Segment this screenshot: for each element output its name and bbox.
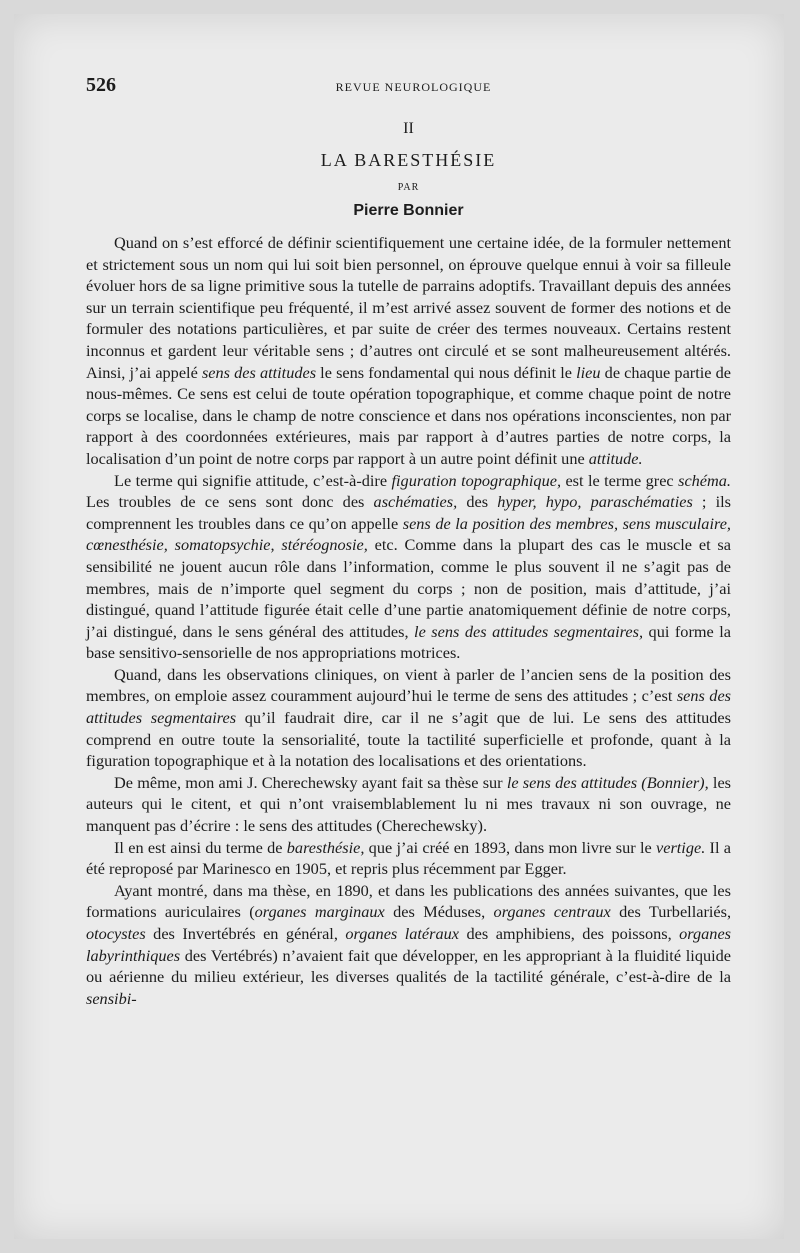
italic-text: lieu — [576, 362, 601, 382]
article-title: LA BARESTHÉSIE — [320, 150, 497, 170]
text-run: Il en est ainsi du terme de — [114, 837, 287, 857]
paragraph — [86, 470, 731, 664]
italic-text: sens des attitudes — [201, 362, 317, 382]
text-run: des — [457, 492, 498, 512]
text-run: des Invertébrés en général, — [145, 924, 346, 943]
text-run: est le terme grec — [561, 470, 679, 490]
running-title: REVUE NEUROLOGIQUE — [335, 80, 492, 94]
text-run: de chaque partie de nous-mêmes. Ce sens est celui de toute opération topographique, et comme chaque point de notre corps se localise, dans le champ de notre conscience et dans nos opérations inconscientes, non par rapport à des coordonnées extérieures, mais par rapport à d’autres parties de notre corps, la localisation d’un point de notre corps par rapport à un autre point définit une — [86, 362, 731, 468]
italic-text: figuration topographique, — [391, 470, 562, 490]
text-run: Ayant montré, dans ma thèse, en 1890, et dans les publications des années suivantes, que les formations auriculaires ( — [86, 880, 731, 922]
text-run: le sens fondamental qui nous définit le — [316, 362, 577, 382]
italic-text: organes centraux — [493, 902, 611, 922]
text-run: des Vertébrés) n’avaient fait que développer, en les appropriant à la fluidité liquide ou aérienne du milieu extérieur, les diverses qualités de la tactilité générale, c’est-à-dire de la — [86, 945, 731, 987]
text-run: De même, mon ami J. Cherechewsky ayant fait sa thèse sur — [114, 772, 507, 792]
scanned-page — [14, 14, 784, 1239]
section-number: II — [403, 120, 414, 137]
italic-text: vertige. — [656, 837, 706, 857]
text-run: Il a été reproposé par Marinesco en 1905, et repris plus récemment par Egger. — [86, 837, 731, 879]
page-number: 526 — [86, 74, 116, 96]
text-run: Quand, dans les observations cliniques, on vient à parler de l’ancien sens de la position des membres, on emploie assez couramment aujourd’hui le terme de sens des attitudes ; c’est — [86, 664, 731, 706]
text-run: qui forme la base sensitivo-sensorielle de nos appropriations motrices. — [86, 621, 732, 663]
paragraph — [86, 880, 731, 1010]
italic-text: organes labyrinthiques — [86, 924, 732, 965]
text-run: les auteurs qui le citent, et qui n’ont vraisemblablement lu ni mes travaux ni son ouvrage, ne manquent pas d’écrire : le sens des attitudes (Cherechewsky). — [86, 772, 732, 836]
text-run: etc. Comme dans la plupart des cas le muscle et sa sensibilité ne jouent aucun rôle dans l’information, comme le plus souvent il ne s’agit pas de membres, mais de n’importe quel segment du corps ; non de position, mais d’attitude, j’ai distingué, quand l’attitude figurée était celle d’une partie anatomiquement définie de notre corps, j’ai distingué, dans le sens général des attitudes, — [86, 535, 731, 641]
italic-text: le sens des attitudes segmentaires, — [414, 621, 644, 641]
italic-text: sensibi- — [86, 988, 137, 1008]
text-run: qu’il faudrait dire, car il ne s’agit que de lui. Le sens des attitudes comprend en outre toute la sensorialité, toute la tactilité superficielle et profonde, quant à la figuration topographique et à la notation des localisations et des orientations. — [86, 708, 731, 771]
italic-text: hyper, hypo, paraschématies — [497, 492, 693, 512]
author-name: Pierre Bonnier — [353, 202, 464, 219]
italic-text: organes marginaux — [254, 902, 385, 922]
text-run: Les troubles de ce sens sont donc des — [86, 492, 374, 512]
text-run: que j’ai créé en 1893, dans mon livre sur le — [364, 837, 656, 857]
page-header — [86, 74, 731, 104]
text-run: Quand on s’est efforcé de définir scientifiquement une certaine idée, de la formuler nettement et strictement sous un nom qui lui soit bien personnel, on éprouve quelque ennui à voir sa filleule évoluer hors de sa ligne primitive sous la tutelle de parrains adoptifs. Travaillant depuis des années sur un terrain scientifique peu fréquenté, il m’est arrivé assez souvent de former des notions et de formuler des notations particulières, et par suite de créer des termes nouveaux. Certains restent inconnus et gardent leur véritable sens ; d’autres ont circulé et se sont malheureusement altérés. Ainsi, j’ai appelé — [86, 233, 731, 382]
text-run: des Méduses, — [384, 902, 494, 922]
italic-text: sens de la position des membres, sens musculaire, cœnesthésie, somatopsychie, stéréognosie, — [86, 513, 731, 555]
italic-text: aschématies, — [373, 492, 458, 512]
paragraph — [86, 664, 731, 772]
text-run: Le terme qui signifie attitude, c’est-à-dire — [114, 470, 392, 490]
byline-par: PAR — [397, 182, 420, 193]
italic-text: otocystes — [86, 924, 146, 943]
italic-text: attitude. — [588, 448, 643, 468]
paragraph — [86, 837, 731, 880]
italic-text: baresthésie, — [286, 837, 365, 857]
paragraph — [86, 232, 731, 470]
italic-text: schéma. — [678, 470, 732, 490]
article-body — [86, 232, 731, 1009]
italic-text: le sens des attitudes (Bonnier), — [506, 772, 709, 792]
paragraph — [86, 772, 731, 837]
text-run: des Turbellariés, — [610, 902, 732, 922]
italic-text: organes latéraux — [345, 924, 460, 943]
text-run: des amphibiens, des poissons, — [459, 924, 680, 943]
text-run: ; ils comprennent les troubles dans ce qu’on appelle — [86, 492, 731, 533]
italic-text: sens des attitudes segmentaires — [86, 686, 732, 728]
